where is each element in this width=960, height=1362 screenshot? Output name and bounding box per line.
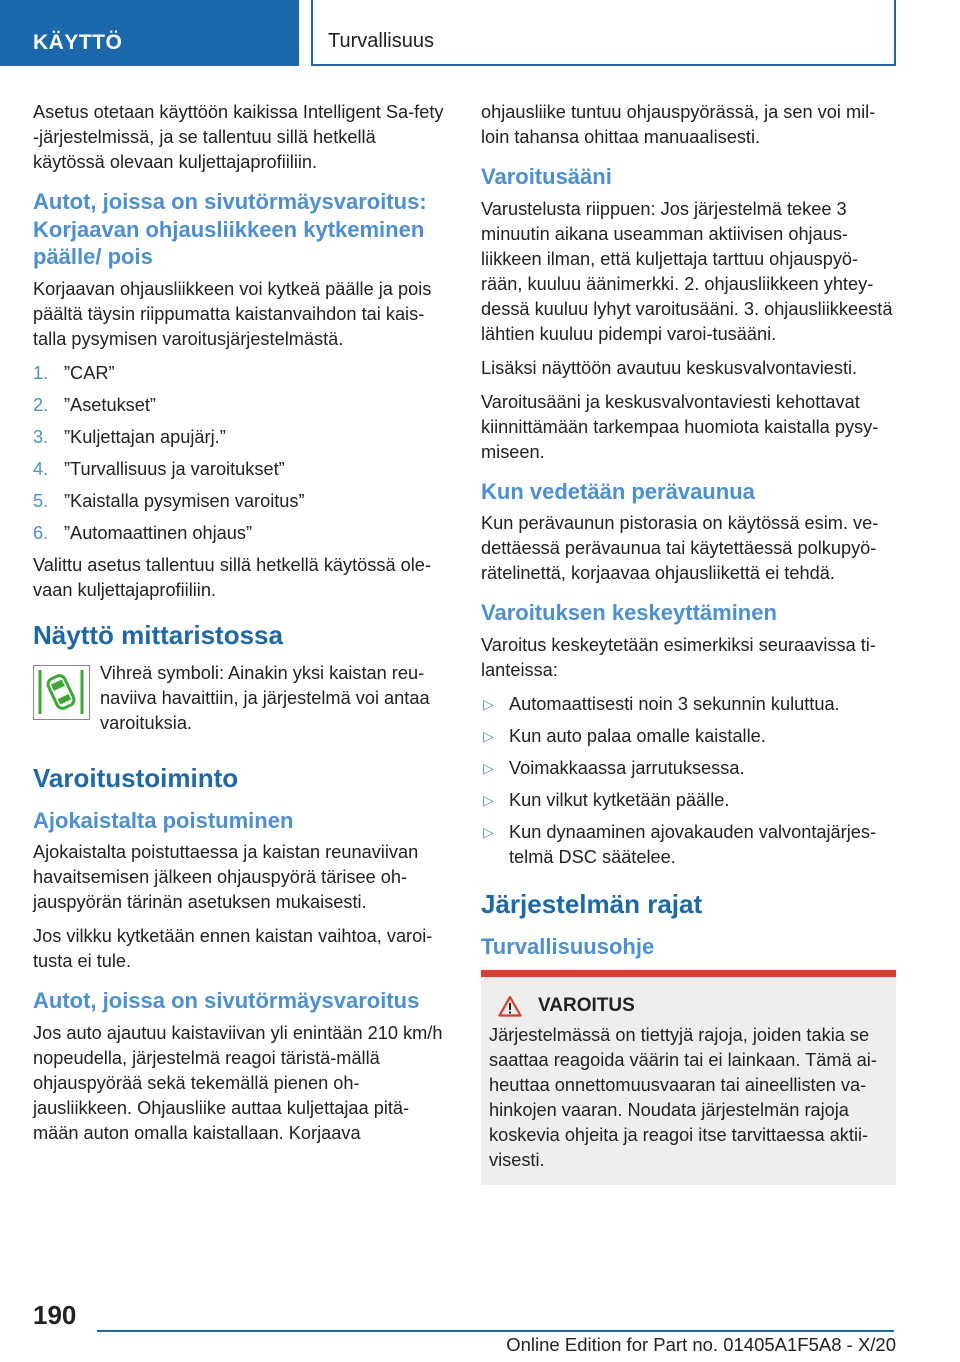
bullet-text: Kun auto palaa omalle kaistalle.: [509, 725, 766, 746]
heading-lane-departure: Ajokaistalta poistuminen: [33, 807, 294, 833]
lane-departure-paragraph-1: Ajokaistalta poistuttaessa ja kaistan reunaviivan havaitsemisen jälkeen ohjauspyörä tärisee oh-jauspyörän tärinän asetuksen mukaisesti.: [33, 842, 419, 912]
section-tab: KÄYTTÖ: [0, 0, 299, 66]
heading-system-limits: Järjestelmän rajat: [481, 888, 703, 919]
page-number: 190: [33, 1300, 77, 1330]
lane-departure-paragraph-2: Jos vilkku kytketään ennen kaistan vaihtoa, varoi-tusta ei tule.: [33, 926, 433, 971]
step-item: [33, 425, 448, 450]
list-item: [481, 756, 896, 781]
triangle-bullet-icon: ▷: [483, 791, 494, 808]
triangle-bullet-icon: ▷: [483, 695, 494, 712]
left-column: [33, 100, 448, 1155]
heading-side-collision: Autot, joissa on sivutörmäysvaroitus: [33, 988, 420, 1013]
step-text: ”Asetukset”: [64, 394, 156, 415]
step-number: 6.: [33, 522, 49, 543]
warning-sound-paragraph-3: Varoitusääni ja keskusvalvontaviesti kehottavat kiinnittämään tarkempaa huomiota kaistalla pysy-miseen.: [481, 391, 879, 462]
warning-triangle-icon: [498, 995, 522, 1017]
heading-warning-sound: Varoitusääni: [481, 164, 612, 189]
trailer-paragraph: Kun perävaunun pistorasia on käytössä esim. ve-dettäessä perävaunua tai käytettäessä polkupyö-rätelinettä, korjaavaa ohjausliikettä ei tehdä.: [481, 513, 879, 583]
page-header-title: Turvallisuus: [311, 0, 896, 66]
heading-safety-note: Turvallisuusohje: [481, 933, 655, 959]
heading-suspend: Varoituksen keskeyttäminen: [481, 600, 777, 625]
step-item: [33, 457, 448, 482]
warning-box: [481, 970, 896, 1185]
bullet-text: Automaattisesti noin 3 sekunnin kuluttua.: [509, 693, 840, 714]
step-text: ”Turvallisuus ja varoitukset”: [64, 458, 285, 479]
warning-sound-paragraph-2: Lisäksi näyttöön avautuu keskusvalvontaviesti.: [481, 357, 858, 378]
step-text: ”Kaistalla pysymisen varoitus”: [64, 490, 305, 511]
continued-paragraph: ohjausliike tuntuu ohjauspyörässä, ja sen voi mil-loin tahansa ohittaa manuaalisesti.: [481, 102, 876, 147]
step-number: 5.: [33, 490, 49, 511]
footer-edition: Online Edition for Part no. 01405A1F5A8 - X/20: [506, 1334, 896, 1355]
bullet-text: Voimakkaassa jarrutuksessa.: [509, 757, 745, 778]
list-item: [481, 788, 896, 813]
heading-display: Näyttö mittaristossa: [33, 619, 283, 650]
bullet-text: Kun dynaaminen ajovakauden valvontajärjes-telmä DSC säätelee.: [509, 821, 877, 867]
suspend-bullet-list: [481, 692, 896, 870]
step-number: 3.: [33, 426, 49, 447]
triangle-bullet-icon: ▷: [483, 823, 494, 840]
step-item: [33, 489, 448, 514]
heading-trailer: Kun vedetään perävaunua: [481, 478, 755, 504]
list-item: [481, 820, 896, 870]
side-collision-paragraph: Jos auto ajautuu kaistaviivan yli enintään 210 km/h nopeudella, järjestelmä reagoi täristä-mällä ohjauspyörää sekä tekemällä pienen oh-jausliikkeen. Ohjausliike auttaa kuljettajaa pitä-mään auton omalla kaistallaan. Korjaava: [33, 1022, 443, 1143]
saved-setting-paragraph: Valittu asetus tallentuu sillä hetkellä käytössä ole-vaan kuljettajaprofiiliin.: [33, 554, 431, 600]
triangle-bullet-icon: ▷: [483, 759, 494, 776]
step-text: ”Kuljettajan apujärj.”: [64, 426, 226, 447]
symbol-description: Vihreä symboli: Ainakin yksi kaistan reu-naviiva havaittiin, ja järjestelmä voi antaa varoituksia.: [100, 662, 430, 733]
step-text: ”CAR”: [64, 362, 115, 383]
suspend-paragraph: Varoitus keskeytetään esimerkiksi seuraavissa ti-lanteissa:: [481, 634, 876, 680]
corrective-steering-paragraph: Korjaavan ohjausliikkeen voi kytkeä päälle ja pois päältä täysin riippumatta kaistanvaihdon tai kais-talla pysymisen varoitusjärjestelmästä.: [33, 278, 432, 349]
warning-sound-paragraph-1: Varustelusta riippuen: Jos järjestelmä tekee 3 minuutin aikana useamman aktiivisen ohjaus-liikkeen ilman, että kuljettaja tarttuu ohjauspyö-rään, kuuluu äänimerkki. 2. ohjausliikkeen yhtey-dessä kuuluu lyhyt varoitusääni. 3. ohjausliikkeestä lähtien kuuluu pidempi varoi-tusääni.: [481, 198, 893, 344]
step-item: [33, 521, 448, 546]
step-item: [33, 361, 448, 386]
warning-title: VAROITUS: [538, 995, 635, 1016]
bullet-text: Kun vilkut kytketään päälle.: [509, 789, 730, 810]
heading-warning-function: Varoitustoiminto: [33, 762, 239, 793]
right-column: [481, 100, 896, 1185]
symbol-row: [33, 661, 448, 736]
list-item: [481, 724, 896, 749]
step-text: ”Automaattinen ohjaus”: [64, 522, 253, 543]
footer-divider: [97, 1330, 894, 1332]
step-item: [33, 393, 448, 418]
warning-text: Järjestelmässä on tiettyjä rajoja, joiden takia se saattaa reagoida väärin tai ei lainkaan. Tämä ai-heuttaa onnettomuusvaaran tai aineellisten va-hinkojen vaaran. Noudata järjestelmän rajoja koskevia ohjeita ja reagoi itse tarvittaessa aktii-visesti.: [489, 1025, 877, 1170]
heading-corrective-steering: Autot, joissa on sivutörmäysvaroitus: Korjaavan ohjausliikkeen kytkeminen päälle/ pois: [33, 189, 427, 269]
step-number: 1.: [33, 362, 49, 383]
lane-keeping-car-icon: [33, 665, 90, 720]
list-item: [481, 692, 896, 717]
intro-paragraph: Asetus otetaan käyttöön kaikissa Intelligent Sa-fety -järjestelmissä, ja se tallentuu sillä hetkellä käytössä olevaan kuljettajaprofiiliin.: [33, 102, 444, 172]
steps-list: [33, 361, 448, 546]
step-number: 2.: [33, 394, 49, 415]
warning-header: [489, 995, 888, 1017]
triangle-bullet-icon: ▷: [483, 727, 494, 744]
warning-bar: [481, 970, 896, 977]
step-number: 4.: [33, 458, 49, 479]
